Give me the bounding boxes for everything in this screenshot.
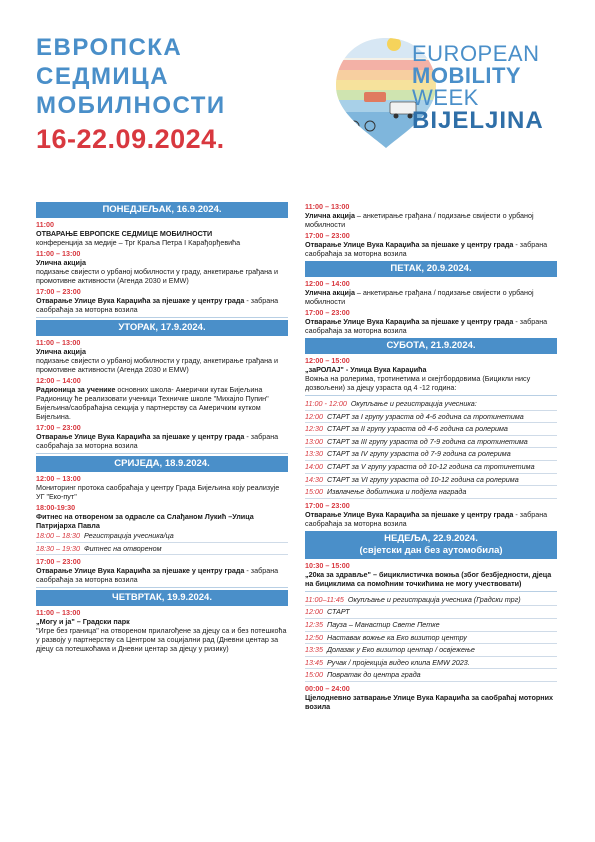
event-description: подизање свијести о урбаној мобилности у граду, анкетирање грађана и промотивне активности (Агенда 2030 и ЕМW) [36, 267, 279, 285]
program-time: 12:50 [305, 632, 323, 642]
event-description: "Игре без граница" на отвореном прилагођене за дјецу са и без потешкоћа у развоју у партнерству са Центром за социјални рад (Дневни центар за дјецу са потешкоћама и Дневни центар за дјецу у ризику) [36, 626, 287, 654]
event-entry [305, 211, 557, 229]
time: 17:00 – 23:00 [36, 557, 81, 567]
program-time: 12:00 [305, 411, 323, 421]
program-item [305, 411, 557, 424]
program-text: Извлачење добитника и подјела награда [327, 487, 467, 497]
time: 17:00 – 23:00 [36, 423, 81, 432]
time: 11:00 [36, 220, 54, 229]
event-title: Цјелодневно затварање Улице Вука Караџића за саобраћај моторних возила [305, 692, 554, 711]
program-text: СТАРТ за I групу узраста од 4-6 година са тротинетима [327, 411, 524, 421]
event-entry [36, 566, 288, 584]
program-item [305, 606, 557, 619]
day-header-thursday: ЧЕТВРТАК, 19.9.2024. [36, 590, 288, 606]
event-title: Отварање Улице Вука Караџића за пјешаке у центру града [36, 432, 245, 441]
time: 17:00 – 23:00 [36, 287, 81, 296]
program-time: 12:35 [305, 619, 323, 629]
title-line-2: СЕДМИЦА [36, 63, 170, 90]
program-text: Окупљање и регистрација учесника: [350, 399, 477, 408]
schedule-left-column [36, 202, 288, 653]
day-header-sunday-date: НЕДЕЉА, 22.9.2024. [384, 532, 478, 544]
divider [36, 587, 288, 588]
program-time: 15:00 [305, 670, 323, 680]
program-text: СТАРТ за V групу узраста од 10-12 година са тротинетима [327, 461, 535, 471]
program-item [305, 448, 557, 461]
day-header-monday: ПОНЕДЈЕЉАК, 16.9.2024. [36, 202, 288, 218]
program-text: СТАРТ за VI групу узраста од 10-12 година са ролерима [327, 474, 519, 484]
event-entry [305, 510, 557, 528]
program-time: 13:45 [305, 657, 323, 667]
program-time: 12:30 [305, 424, 323, 434]
event-description: основних школа- Амерички кутак Бијељина [115, 385, 263, 394]
day-header-wednesday: СРИЈЕДА, 18.9.2024. [36, 456, 288, 472]
time: 11:00 – 13:00 [36, 608, 81, 618]
program-time: 18:30 – 19:30 [36, 543, 80, 553]
event-entry [36, 432, 288, 450]
program-text: Окупљање и регистрација учесника (Градски трг) [347, 594, 521, 604]
event-description: Бијељина/саобраћајна секција у партнерству са Америчким кутком Бијељина. [36, 403, 261, 421]
program-time: 13:35 [305, 645, 323, 655]
program-text: Долазак у Еко визитор центар / освјежење [327, 645, 475, 655]
time: 10:30 – 15:00 [305, 560, 350, 570]
event-description: - забрана саобраћаја за моторна возила [305, 317, 548, 335]
program-time: 13:30 [305, 449, 323, 459]
divider [36, 317, 288, 318]
event-title: Отварање Улице Вука Караџића за пјешаке у центру града [36, 566, 245, 576]
event-description: Вожња на ролерима, тротинетима и скејтбордовима (Бицикли нису дозвољени) за дјецу узраста од 4 -12 година: [305, 374, 531, 392]
event-description: Радионицу ће реализовати ученици Техничке школе "Михајло Пупин" [36, 394, 269, 403]
program-item [36, 530, 288, 543]
program-time: 11:00 - 12:00 [305, 399, 347, 408]
time: 11:00 – 13:00 [305, 202, 350, 211]
program-time: 15:00 [305, 487, 323, 497]
program-text: Пауза – Манастир Свете Петке [327, 619, 440, 629]
event-entry [305, 288, 557, 306]
event-description: - забрана саобраћаја за моторна возила [36, 296, 279, 314]
emw-logo-text [412, 43, 544, 133]
program-text: Повратак до центра града [327, 670, 421, 680]
event-dates: 16-22.09.2024. [36, 124, 225, 154]
program-item [305, 644, 557, 657]
event-title: Улична акција [305, 211, 355, 220]
program-time: 13:00 [305, 436, 323, 446]
page-title [36, 33, 276, 120]
title-line-3: МОБИЛНОСТИ [36, 92, 226, 119]
program-item [305, 669, 557, 682]
event-description: Мониторинг протока саобраћаја у центру Града Бијељина коју реализује УГ "Еко-пут" [36, 483, 280, 501]
divider [305, 395, 557, 396]
program-item [36, 543, 288, 556]
time: 17:00 – 23:00 [305, 500, 350, 510]
time: 17:00 – 23:00 [305, 308, 350, 317]
event-entry [36, 296, 288, 314]
time: 12:00 – 13:00 [36, 474, 81, 483]
event-title: Фитнес на отвореном за одрасле са Слађаном Лукић –Улица Патријарха Павла [36, 512, 254, 530]
time: 11:00 – 13:00 [36, 249, 81, 258]
time: 12:00 – 14:00 [305, 279, 350, 288]
program-time: 18:00 – 18:30 [36, 531, 80, 540]
divider [36, 453, 288, 454]
title-line-1: ЕВРОПСКА [36, 34, 183, 61]
event-title: „20ка за здравље" – бициклистичка вожња [305, 569, 460, 579]
program-time: 14:30 [305, 474, 323, 484]
program-item [305, 436, 557, 449]
program-item [305, 461, 557, 474]
time: 17:00 – 23:00 [305, 231, 350, 240]
program-text: Ручак / пројекција видео клипа EMW 2023. [327, 657, 470, 667]
program-item [305, 423, 557, 436]
day-header-sunday [305, 531, 557, 559]
program-item [305, 594, 557, 607]
program-item [305, 632, 557, 645]
event-description: конференција за медије – Трг Краља Петра I Карађорђевића [36, 238, 241, 247]
program-text: Регистрација учесника/ца [83, 531, 174, 540]
logo-line-city: BIJELJINA [412, 107, 544, 134]
program-text: Наставак вожње ка Еко визитор центру [327, 632, 467, 642]
event-description: - забрана саобраћаја за моторна возила [36, 432, 279, 450]
time: 12:00 – 14:00 [36, 376, 81, 385]
program-item [305, 657, 557, 670]
event-entry [305, 317, 557, 335]
time: 18:00-19:30 [36, 503, 76, 512]
event-title: „заРОЛАЈ" - Улица Вука Караџића [305, 365, 427, 374]
logo-line-week: WEEK [412, 85, 479, 110]
event-description: - забрана саобраћаја за моторна возила [36, 566, 279, 585]
program-text: Фитнес на отвореном [83, 543, 162, 553]
event-description: (због безбједности, дјеца на бициклима са помоћним точкићима не могу учествовати) [305, 569, 552, 588]
event-title: „Могу и ја" – Градски парк [36, 617, 130, 627]
time: 12:00 – 15:00 [305, 356, 350, 365]
program-item [305, 474, 557, 487]
day-header-saturday: СУБОТА, 21.9.2024. [305, 338, 557, 354]
event-entry [305, 570, 557, 588]
program-item [305, 619, 557, 632]
event-title: Отварање Улице Вука Караџића за пјешаке у центру града [305, 509, 514, 519]
event-title: ОТВАРАЊЕ ЕВРОПСКЕ СЕДМИЦЕ МОБИЛНОСТИ [36, 229, 213, 238]
program-text: СТАРТ за IV групу узраста од 7-9 година са ролерима [327, 449, 511, 459]
logo-line-mobility: MOBILITY [412, 63, 522, 88]
program-item [305, 398, 557, 411]
time: 00:00 – 24:00 [305, 683, 350, 693]
program-text: СТАРТ [327, 607, 350, 617]
program-item [305, 486, 557, 499]
divider [305, 591, 557, 592]
event-entry [305, 240, 557, 258]
event-title: Отварање Улице Вука Караџића за пјешаке у центру града [305, 240, 514, 249]
event-description: - забрана саобраћаја за моторна возила [305, 509, 548, 528]
event-title: Радионица за ученике [36, 385, 116, 394]
time: 11:00 – 13:00 [36, 338, 81, 347]
day-header-sunday-subtitle: (свјетски дан без аутомобила) [359, 544, 503, 556]
event-title: Улична акција [305, 288, 355, 297]
event-description: – анкетирање грађана / подизање свијести о урбаној мобилности [305, 211, 534, 229]
day-header-tuesday: УТОРАК, 17.9.2024. [36, 320, 288, 336]
program-time: 11:00–11:45 [305, 594, 344, 604]
event-title: Улична акција [36, 258, 86, 267]
program-text: СТАРТ за II групу узраста од 4-6 година са ролерима [327, 424, 508, 434]
event-description: – анкетирање грађана / подизање свијести о урбаној мобилности [305, 288, 534, 306]
logo-line-european: EUROPEAN [412, 41, 540, 66]
event-description: подизање свијести о урбаној мобилности у граду, анкетирање грађана и промотивне активности (Агенда 2030 и ЕМW) [36, 356, 279, 374]
schedule-right-column [305, 202, 557, 711]
event-entry [36, 385, 288, 394]
event-description: - забрана саобраћаја за моторна возила [305, 240, 548, 258]
event-title: Отварање Улице Вука Караџића за пјешаке у центру града [305, 317, 514, 326]
event-title: Улична акција [36, 347, 86, 356]
program-time: 14:00 [305, 461, 323, 471]
day-header-friday: ПЕТАК, 20.9.2024. [305, 261, 557, 277]
program-text: СТАРТ за III групу узраста од 7-9 година са тротинетима [327, 436, 528, 446]
program-time: 12:00 [305, 607, 323, 617]
event-title: Отварање Улице Вука Караџића за пјешаке у центру града [36, 296, 245, 305]
